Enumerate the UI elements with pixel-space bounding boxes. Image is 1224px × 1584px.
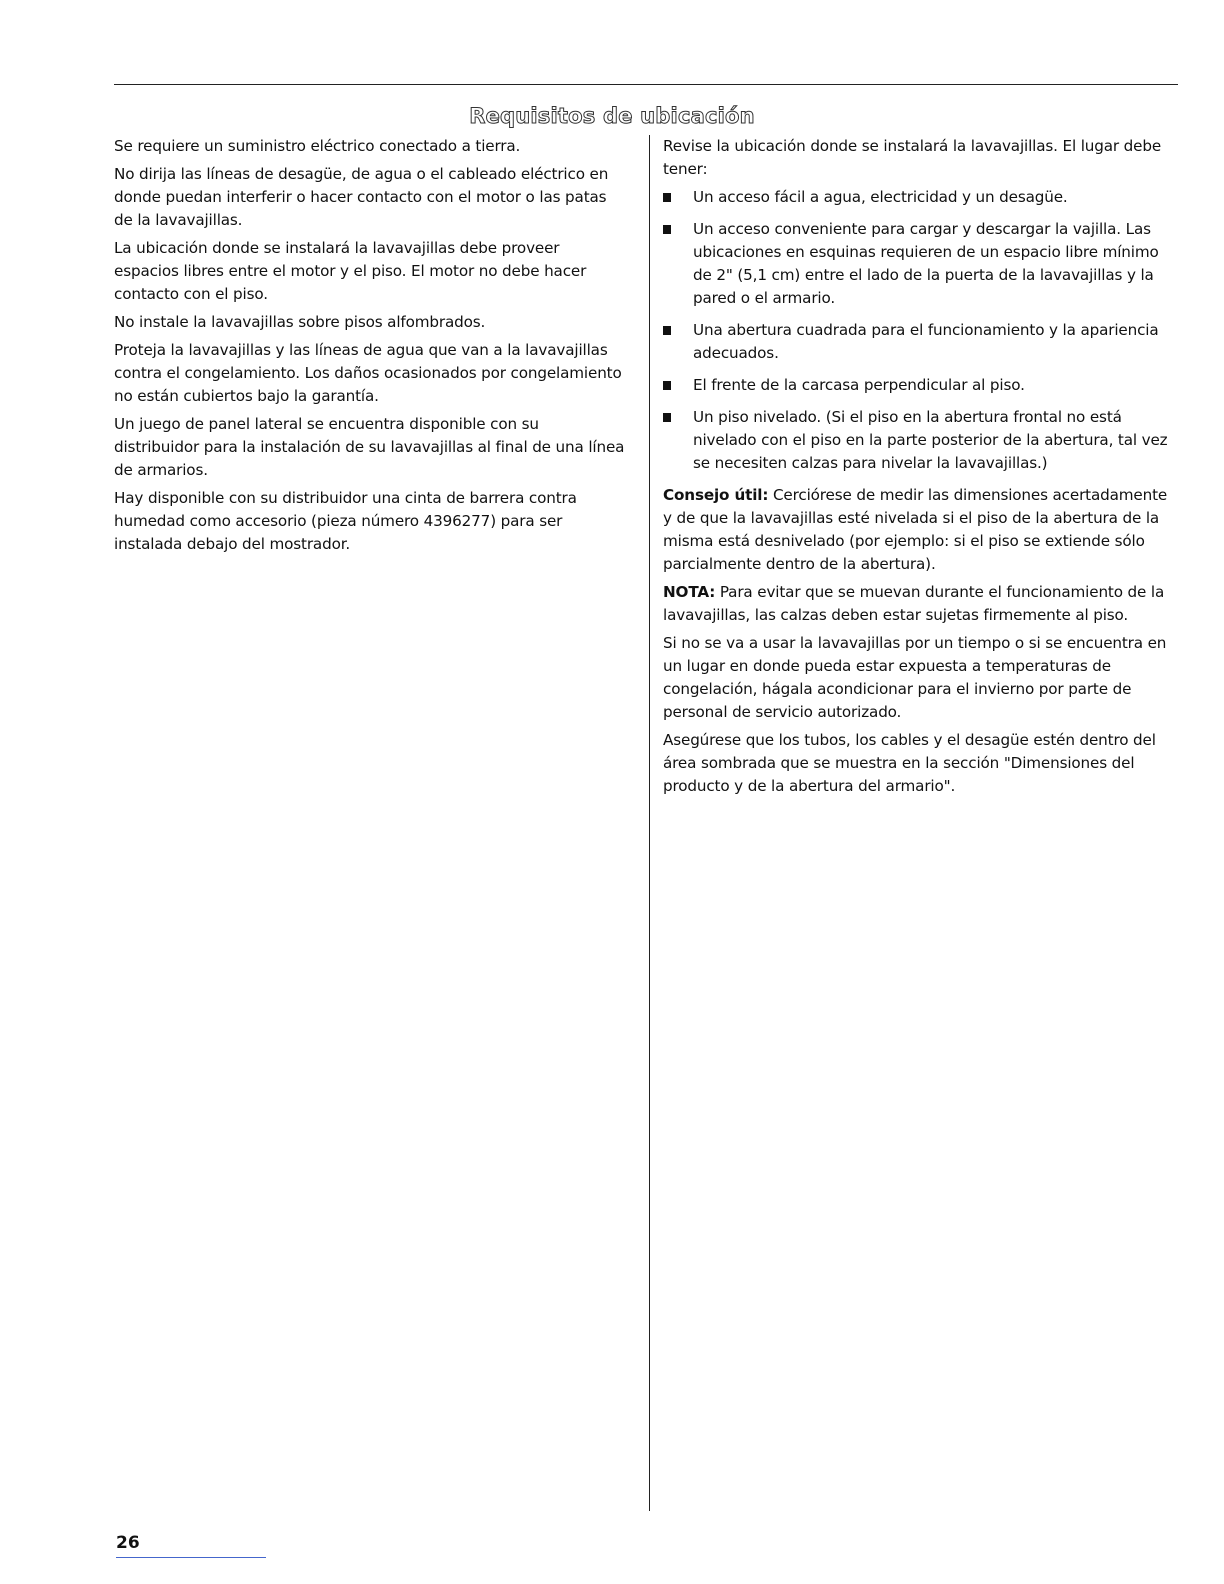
list-item xyxy=(663,218,1179,310)
square-bullet-icon xyxy=(663,326,671,335)
right-paragraph-winterize: Si no se va a usar la lavavajillas por un tiempo o si se encuentra en un lugar en donde pueda estar expuesta a temperaturas de congelación, hágala acondicionar para el invierno por parte de personal de servicio autorizado. xyxy=(663,634,1167,721)
list-item-text: Una abertura cuadrada para el funcionamiento y la apariencia adecuados. xyxy=(693,321,1159,362)
list-item-text: Un acceso conveniente para cargar y descargar la vajilla. Las ubicaciones en esquinas requieren de un espacio libre mínimo de 2" (5,1 cm) entre el lado de la puerta de la lavavajillas y la pared o el armario. xyxy=(693,220,1159,307)
left-paragraph-carpet: No instale la lavavajillas sobre pisos alfombrados. xyxy=(114,313,486,331)
right-column xyxy=(663,135,1179,803)
list-item-text: El frente de la carcasa perpendicular al piso. xyxy=(693,376,1025,394)
right-paragraph-shaded-area: Asegúrese que los tubos, los cables y el desagüe estén dentro del área sombrada que se muestra en la sección "Dimensiones del producto y de la abertura del armario". xyxy=(663,731,1156,795)
square-bullet-icon xyxy=(663,225,671,234)
note-label: NOTA: xyxy=(663,583,716,601)
tip-text: Cerciórese de medir las dimensiones acertadamente y de que la lavavajillas esté nivelada si el piso de la abertura de la misma está desnivelado (por ejemplo: si el piso se extiende sólo parcialmente dentro de la abertura). xyxy=(663,486,1168,573)
left-paragraph-grounding: Se requiere un suministro eléctrico conectado a tierra. xyxy=(114,137,521,155)
section-title: Requisitos de ubicación xyxy=(469,104,755,128)
list-item-text: Un piso nivelado. (Si el piso en la abertura frontal no está nivelado con el piso en la parte posterior de la abertura, tal vez se necesiten calzas para nivelar la lavavajillas.) xyxy=(693,408,1168,472)
location-requirements-list xyxy=(663,186,1179,475)
list-item xyxy=(663,186,1179,209)
list-item xyxy=(663,319,1179,365)
list-item-text: Un acceso fácil a agua, electricidad y un desagüe. xyxy=(693,188,1068,206)
square-bullet-icon xyxy=(663,413,671,422)
square-bullet-icon xyxy=(663,381,671,390)
list-item xyxy=(663,406,1179,475)
column-divider xyxy=(649,135,650,1511)
right-intro: Revise la ubicación donde se instalará la lavavajillas. El lugar debe tener: xyxy=(663,137,1162,178)
list-item xyxy=(663,374,1179,397)
left-paragraph-drain-lines: No dirija las líneas de desagüe, de agua o el cableado eléctrico en donde puedan interferir o hacer contacto con el motor o las patas de la lavavajillas. xyxy=(114,165,609,229)
square-bullet-icon xyxy=(663,193,671,202)
left-paragraph-moisture-tape: Hay disponible con su distribuidor una cinta de barrera contra humedad como accesorio (pieza número 4396277) para ser instalada debajo del mostrador. xyxy=(114,489,577,553)
tip-paragraph xyxy=(663,484,1179,576)
page-number: 26 xyxy=(116,1533,140,1553)
left-column xyxy=(114,135,626,561)
tip-label: Consejo útil: xyxy=(663,486,769,504)
note-paragraph xyxy=(663,581,1179,627)
note-text: Para evitar que se muevan durante el funcionamiento de la lavavajillas, las calzas deben estar sujetas firmemente al piso. xyxy=(663,583,1165,624)
left-paragraph-motor-clearance: La ubicación donde se instalará la lavavajillas debe proveer espacios libres entre el motor y el piso. El motor no debe hacer contacto con el piso. xyxy=(114,239,587,303)
left-paragraph-freezing: Proteja la lavavajillas y las líneas de agua que van a la lavavajillas contra el congelamiento. Los daños ocasionados por congelamiento no están cubiertos bajo la garantía. xyxy=(114,341,622,405)
bottom-rule xyxy=(116,1557,266,1558)
top-rule xyxy=(114,84,1178,85)
left-paragraph-side-panel: Un juego de panel lateral se encuentra disponible con su distribuidor para la instalación de su lavavajillas al final de una línea de armarios. xyxy=(114,415,625,479)
